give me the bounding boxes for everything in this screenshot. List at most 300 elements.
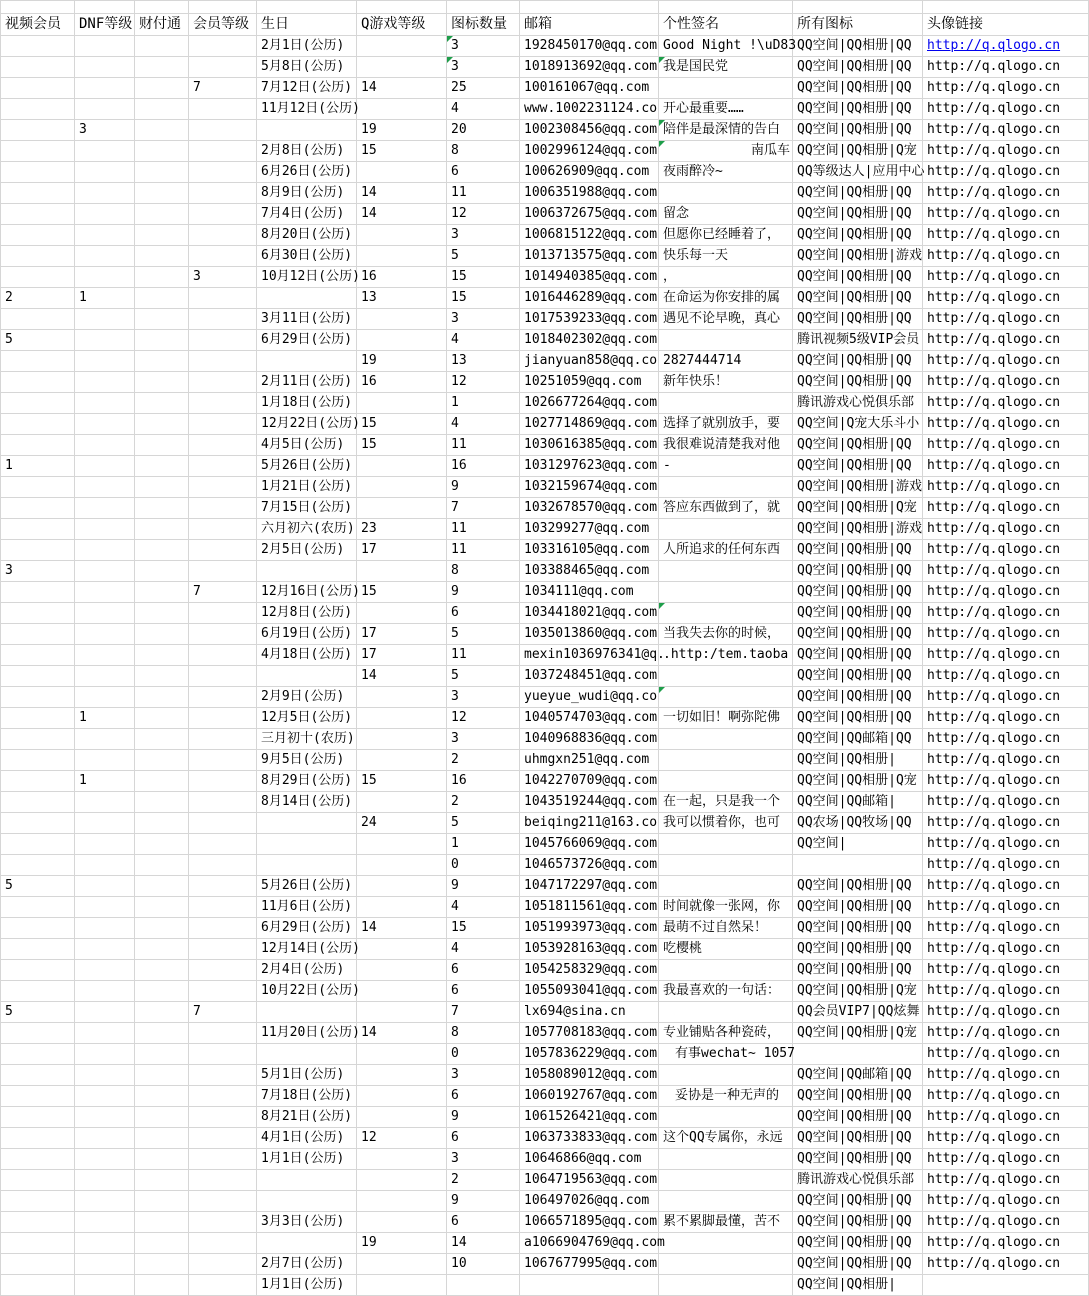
cell-video[interactable] xyxy=(1,1128,75,1149)
cell-birthday[interactable] xyxy=(257,1002,357,1023)
cell-member[interactable] xyxy=(189,1233,257,1254)
cell-birthday[interactable]: 三月初十(农历) xyxy=(257,729,357,750)
cell-qgame[interactable]: 12 xyxy=(357,1128,447,1149)
cell-video[interactable] xyxy=(1,498,75,519)
cell-avatar[interactable]: http://q.qlogo.cn xyxy=(923,1191,1089,1212)
cell-tenpay[interactable] xyxy=(135,855,189,876)
cell-dnf[interactable] xyxy=(75,1275,135,1296)
cell-email[interactable]: 1047172297@qq.com xyxy=(520,876,659,897)
cell-birthday[interactable] xyxy=(257,666,357,687)
cell-icon-count[interactable] xyxy=(447,1275,520,1296)
cell-avatar[interactable]: http://q.qlogo.cn xyxy=(923,603,1089,624)
cell-icon-count[interactable]: 8 xyxy=(447,141,520,162)
cell-signature[interactable] xyxy=(659,960,793,981)
cell-member[interactable] xyxy=(189,330,257,351)
cell-signature[interactable] xyxy=(659,687,793,708)
cell-birthday[interactable]: 11月12日(公历) xyxy=(257,99,357,120)
cell-qgame[interactable]: 19 xyxy=(357,1233,447,1254)
cell-tenpay[interactable] xyxy=(135,498,189,519)
cell-avatar[interactable]: http://q.qlogo.cn xyxy=(923,771,1089,792)
cell-dnf[interactable]: 3 xyxy=(75,120,135,141)
cell-signature[interactable]: 2827444714 xyxy=(659,351,793,372)
cell-signature[interactable]: 陪伴是最深情的告白 xyxy=(659,120,793,141)
cell-dnf[interactable] xyxy=(75,393,135,414)
cell-dnf[interactable] xyxy=(75,561,135,582)
cell-signature[interactable]: Good Night !\uD83 xyxy=(659,36,793,57)
cell-dnf[interactable] xyxy=(75,1107,135,1128)
cell-video[interactable] xyxy=(1,666,75,687)
column-header-video[interactable]: 视频会员 xyxy=(1,14,75,36)
cell-avatar[interactable]: http://q.qlogo.cn xyxy=(923,645,1089,666)
column-header-member[interactable]: 会员等级 xyxy=(189,14,257,36)
cell-video[interactable] xyxy=(1,1254,75,1275)
cell-birthday[interactable] xyxy=(257,120,357,141)
cell-video[interactable]: 5 xyxy=(1,876,75,897)
cell-member[interactable] xyxy=(189,57,257,78)
cell-email[interactable]: 1014940385@qq.com xyxy=(520,267,659,288)
cell-member[interactable] xyxy=(189,687,257,708)
cell-email[interactable]: beiqing211@163.co xyxy=(520,813,659,834)
cell-member[interactable] xyxy=(189,1107,257,1128)
cell-tenpay[interactable] xyxy=(135,99,189,120)
cell-email[interactable]: 10646866@qq.com xyxy=(520,1149,659,1170)
cell-icon-count[interactable]: 6 xyxy=(447,1086,520,1107)
cell-dnf[interactable] xyxy=(75,162,135,183)
cell-tenpay[interactable] xyxy=(135,582,189,603)
cell-dnf[interactable] xyxy=(75,435,135,456)
cell-birthday[interactable]: 7月18日(公历) xyxy=(257,1086,357,1107)
cell-member[interactable] xyxy=(189,1065,257,1086)
cell-dnf[interactable] xyxy=(75,1044,135,1065)
cell-avatar[interactable]: http://q.qlogo.cn xyxy=(923,1023,1089,1044)
cell-email[interactable]: mexin1036976341@q. xyxy=(520,645,659,666)
cell-qgame[interactable]: 13 xyxy=(357,288,447,309)
cell-email[interactable]: 1061526421@qq.com xyxy=(520,1107,659,1128)
cell-email[interactable]: 1057708183@qq.com xyxy=(520,1023,659,1044)
cell-video[interactable] xyxy=(1,834,75,855)
cell-avatar[interactable]: http://q.qlogo.cn xyxy=(923,876,1089,897)
cell-avatar[interactable]: http://q.qlogo.cn xyxy=(923,351,1089,372)
cell-birthday[interactable]: 12月5日(公历) xyxy=(257,708,357,729)
cell-icons[interactable]: QQ空间|QQ邮箱|QQ xyxy=(793,729,923,750)
cell-icon-count[interactable]: 2 xyxy=(447,750,520,771)
cell-birthday[interactable] xyxy=(257,855,357,876)
cell-birthday[interactable]: 六月初六(农历) xyxy=(257,519,357,540)
cell-video[interactable] xyxy=(1,267,75,288)
cell-tenpay[interactable] xyxy=(135,666,189,687)
cell-email[interactable]: 1035013860@qq.com xyxy=(520,624,659,645)
cell-dnf[interactable] xyxy=(75,582,135,603)
cell-video[interactable]: 5 xyxy=(1,1002,75,1023)
cell-video[interactable] xyxy=(1,771,75,792)
cell-tenpay[interactable] xyxy=(135,1128,189,1149)
cell-member[interactable]: 3 xyxy=(189,267,257,288)
cell-birthday[interactable]: 11月20日(公历) xyxy=(257,1023,357,1044)
cell-tenpay[interactable] xyxy=(135,750,189,771)
cell-member[interactable]: 7 xyxy=(189,582,257,603)
cell-qgame[interactable]: 16 xyxy=(357,267,447,288)
cell-member[interactable] xyxy=(189,876,257,897)
cell-email[interactable]: jianyuan858@qq.co xyxy=(520,351,659,372)
cell-birthday[interactable]: 5月26日(公历) xyxy=(257,456,357,477)
cell-email[interactable]: 1053928163@qq.com xyxy=(520,939,659,960)
cell-icons[interactable]: QQ空间|QQ相册|QQ xyxy=(793,372,923,393)
cell-video[interactable] xyxy=(1,1275,75,1296)
cell-video[interactable] xyxy=(1,414,75,435)
cell-member[interactable] xyxy=(189,435,257,456)
cell-signature[interactable] xyxy=(659,834,793,855)
cell-video[interactable] xyxy=(1,372,75,393)
cell-signature[interactable] xyxy=(659,855,793,876)
cell-tenpay[interactable] xyxy=(135,78,189,99)
cell-tenpay[interactable] xyxy=(135,477,189,498)
cell-qgame[interactable]: 19 xyxy=(357,120,447,141)
cell-email[interactable]: 1043519244@qq.com xyxy=(520,792,659,813)
cell-qgame[interactable]: 17 xyxy=(357,540,447,561)
cell-icon-count[interactable]: 9 xyxy=(447,1107,520,1128)
cell-birthday[interactable]: 6月29日(公历) xyxy=(257,918,357,939)
cell-video[interactable] xyxy=(1,708,75,729)
cell-icon-count[interactable]: 6 xyxy=(447,960,520,981)
cell-icons[interactable]: QQ空间|QQ相册|QQ xyxy=(793,624,923,645)
cell-qgame[interactable] xyxy=(357,498,447,519)
cell-video[interactable]: 1 xyxy=(1,456,75,477)
cell-tenpay[interactable] xyxy=(135,1044,189,1065)
cell-tenpay[interactable] xyxy=(135,708,189,729)
cell-icon-count[interactable]: 1 xyxy=(447,834,520,855)
cell-member[interactable] xyxy=(189,519,257,540)
cell-signature[interactable]: 我是国民党 xyxy=(659,57,793,78)
cell-email[interactable]: 1046573726@qq.com xyxy=(520,855,659,876)
cell-birthday[interactable] xyxy=(257,1191,357,1212)
cell-video[interactable] xyxy=(1,897,75,918)
cell-qgame[interactable] xyxy=(357,960,447,981)
cell-icons[interactable]: QQ空间|QQ相册|Q宠 xyxy=(793,1023,923,1044)
cell-email[interactable]: 100161067@qq.com xyxy=(520,78,659,99)
cell-dnf[interactable] xyxy=(75,99,135,120)
cell-dnf[interactable] xyxy=(75,960,135,981)
cell-member[interactable] xyxy=(189,645,257,666)
cell-member[interactable]: 7 xyxy=(189,1002,257,1023)
cell-icon-count[interactable]: 3 xyxy=(447,57,520,78)
cell-email[interactable]: 1006372675@qq.com xyxy=(520,204,659,225)
cell-member[interactable] xyxy=(189,99,257,120)
cell-signature[interactable]: 我很难说清楚我对他 xyxy=(659,435,793,456)
cell-icons[interactable]: QQ空间|QQ相册|QQ xyxy=(793,687,923,708)
cell-qgame[interactable] xyxy=(357,876,447,897)
cell-qgame[interactable] xyxy=(357,1107,447,1128)
cell-video[interactable] xyxy=(1,1212,75,1233)
cell-tenpay[interactable] xyxy=(135,561,189,582)
cell-birthday[interactable]: 7月4日(公历) xyxy=(257,204,357,225)
cell-qgame[interactable]: 16 xyxy=(357,372,447,393)
cell-video[interactable] xyxy=(1,1065,75,1086)
cell-qgame[interactable]: 14 xyxy=(357,78,447,99)
cell-tenpay[interactable] xyxy=(135,414,189,435)
cell-icons[interactable]: QQ空间|QQ相册|QQ xyxy=(793,309,923,330)
cell-birthday[interactable]: 12月16日(公历) xyxy=(257,582,357,603)
cell-video[interactable] xyxy=(1,1170,75,1191)
cell-signature[interactable] xyxy=(659,393,793,414)
cell-qgame[interactable] xyxy=(357,477,447,498)
cell-icons[interactable]: QQ空间|QQ相册|Q宠 xyxy=(793,498,923,519)
cell-avatar[interactable]: http://q.qlogo.cn xyxy=(923,729,1089,750)
cell-video[interactable] xyxy=(1,183,75,204)
cell-dnf[interactable] xyxy=(75,1086,135,1107)
cell-icon-count[interactable]: 8 xyxy=(447,1023,520,1044)
cell-avatar[interactable]: http://q.qlogo.cn xyxy=(923,183,1089,204)
cell-qgame[interactable] xyxy=(357,309,447,330)
cell-signature[interactable]: 专业铺贴各种瓷砖， xyxy=(659,1023,793,1044)
cell-qgame[interactable]: 14 xyxy=(357,1023,447,1044)
cell-tenpay[interactable] xyxy=(135,645,189,666)
cell-dnf[interactable] xyxy=(75,1149,135,1170)
cell-signature[interactable] xyxy=(659,1170,793,1191)
cell-qgame[interactable] xyxy=(357,99,447,120)
cell-signature[interactable]: .http:/tem.taoba xyxy=(659,645,793,666)
cell-dnf[interactable] xyxy=(75,267,135,288)
cell-icons[interactable] xyxy=(793,855,923,876)
cell-signature[interactable]: 留念 xyxy=(659,204,793,225)
column-header-icon-count[interactable]: 图标数量 xyxy=(447,14,520,36)
cell-birthday[interactable]: 5月1日(公历) xyxy=(257,1065,357,1086)
cell-tenpay-empty[interactable] xyxy=(135,1,189,14)
cell-avatar[interactable]: http://q.qlogo.cn xyxy=(923,1002,1089,1023)
cell-tenpay[interactable] xyxy=(135,729,189,750)
cell-tenpay[interactable] xyxy=(135,939,189,960)
cell-avatar[interactable]: http://q.qlogo.cn xyxy=(923,1086,1089,1107)
cell-signature[interactable] xyxy=(659,1002,793,1023)
cell-icons[interactable]: QQ空间|QQ相册|QQ xyxy=(793,456,923,477)
cell-avatar[interactable]: http://q.qlogo.cn xyxy=(923,897,1089,918)
cell-member[interactable] xyxy=(189,309,257,330)
cell-tenpay[interactable] xyxy=(135,288,189,309)
cell-member[interactable] xyxy=(189,246,257,267)
cell-icons[interactable]: QQ空间|QQ相册|QQ xyxy=(793,1191,923,1212)
cell-member[interactable] xyxy=(189,225,257,246)
cell-icons[interactable]: QQ空间|QQ相册|游戏 xyxy=(793,477,923,498)
cell-icon-count[interactable]: 9 xyxy=(447,477,520,498)
cell-video-empty[interactable] xyxy=(1,1,75,14)
cell-dnf[interactable] xyxy=(75,519,135,540)
cell-icon-count[interactable]: 11 xyxy=(447,183,520,204)
cell-member[interactable] xyxy=(189,981,257,1002)
cell-tenpay[interactable] xyxy=(135,36,189,57)
cell-signature[interactable] xyxy=(659,771,793,792)
column-header-icons[interactable]: 所有图标 xyxy=(793,14,923,36)
cell-dnf[interactable] xyxy=(75,330,135,351)
cell-video[interactable] xyxy=(1,603,75,624)
cell-tenpay[interactable] xyxy=(135,519,189,540)
cell-tenpay[interactable] xyxy=(135,393,189,414)
cell-birthday[interactable] xyxy=(257,1044,357,1065)
cell-dnf[interactable] xyxy=(75,813,135,834)
cell-icon-count[interactable]: 4 xyxy=(447,939,520,960)
cell-email[interactable]: 1018402302@qq.com xyxy=(520,330,659,351)
cell-avatar[interactable]: http://q.qlogo.cn xyxy=(923,792,1089,813)
cell-qgame[interactable] xyxy=(357,1002,447,1023)
cell-icon-count[interactable]: 11 xyxy=(447,519,520,540)
cell-tenpay[interactable] xyxy=(135,204,189,225)
cell-avatar[interactable]: http://q.qlogo.cn xyxy=(923,1149,1089,1170)
cell-video[interactable] xyxy=(1,540,75,561)
cell-qgame[interactable]: 14 xyxy=(357,183,447,204)
cell-dnf[interactable] xyxy=(75,918,135,939)
cell-icon-count[interactable]: 9 xyxy=(447,876,520,897)
cell-avatar[interactable]: http://q.qlogo.cn xyxy=(923,1107,1089,1128)
cell-dnf[interactable] xyxy=(75,792,135,813)
cell-member[interactable] xyxy=(189,771,257,792)
cell-qgame[interactable] xyxy=(357,792,447,813)
cell-email[interactable]: 1018913692@qq.com xyxy=(520,57,659,78)
cell-tenpay[interactable] xyxy=(135,687,189,708)
cell-video[interactable] xyxy=(1,120,75,141)
cell-video[interactable] xyxy=(1,1149,75,1170)
cell-qgame[interactable] xyxy=(357,1086,447,1107)
cell-icons[interactable]: QQ空间|QQ相册|QQ xyxy=(793,897,923,918)
cell-email[interactable] xyxy=(520,1275,659,1296)
cell-video[interactable] xyxy=(1,813,75,834)
cell-tenpay[interactable] xyxy=(135,876,189,897)
cell-tenpay[interactable] xyxy=(135,1002,189,1023)
cell-icon-count[interactable]: 12 xyxy=(447,372,520,393)
cell-tenpay[interactable] xyxy=(135,981,189,1002)
cell-signature[interactable] xyxy=(659,603,793,624)
cell-qgame[interactable]: 15 xyxy=(357,141,447,162)
cell-qgame[interactable]: 15 xyxy=(357,414,447,435)
cell-birthday[interactable] xyxy=(257,813,357,834)
cell-video[interactable] xyxy=(1,99,75,120)
cell-qgame[interactable] xyxy=(357,981,447,1002)
cell-icon-count[interactable]: 11 xyxy=(447,435,520,456)
cell-dnf[interactable]: 1 xyxy=(75,771,135,792)
cell-qgame[interactable]: 15 xyxy=(357,582,447,603)
cell-birthday[interactable]: 1月21日(公历) xyxy=(257,477,357,498)
cell-qgame[interactable] xyxy=(357,603,447,624)
cell-birthday[interactable] xyxy=(257,288,357,309)
cell-icon-count[interactable]: 6 xyxy=(447,162,520,183)
cell-icons[interactable]: QQ空间|QQ相册|QQ xyxy=(793,351,923,372)
cell-avatar[interactable]: http://q.qlogo.cn xyxy=(923,1212,1089,1233)
cell-member[interactable] xyxy=(189,141,257,162)
cell-video[interactable] xyxy=(1,36,75,57)
cell-dnf[interactable] xyxy=(75,1128,135,1149)
cell-member[interactable] xyxy=(189,1212,257,1233)
cell-video[interactable] xyxy=(1,960,75,981)
cell-email[interactable]: 1060192767@qq.com xyxy=(520,1086,659,1107)
cell-signature[interactable]: 在命运为你安排的属 xyxy=(659,288,793,309)
cell-email[interactable]: 1054258329@qq.com xyxy=(520,960,659,981)
cell-video[interactable] xyxy=(1,309,75,330)
cell-qgame[interactable] xyxy=(357,1044,447,1065)
cell-icons[interactable]: QQ空间|QQ相册|QQ xyxy=(793,708,923,729)
cell-icons[interactable]: QQ空间|QQ相册|QQ xyxy=(793,960,923,981)
cell-qgame[interactable] xyxy=(357,330,447,351)
cell-tenpay[interactable] xyxy=(135,57,189,78)
cell-tenpay[interactable] xyxy=(135,1149,189,1170)
cell-qgame[interactable] xyxy=(357,687,447,708)
cell-birthday[interactable]: 9月5日(公历) xyxy=(257,750,357,771)
cell-signature[interactable]: 选择了就别放手，要 xyxy=(659,414,793,435)
cell-avatar-empty[interactable] xyxy=(923,1,1089,14)
cell-email[interactable]: lx694@sina.cn xyxy=(520,1002,659,1023)
cell-video[interactable] xyxy=(1,1023,75,1044)
cell-email[interactable]: 1032678570@qq.com xyxy=(520,498,659,519)
cell-video[interactable] xyxy=(1,1107,75,1128)
cell-video[interactable] xyxy=(1,729,75,750)
cell-avatar[interactable]: http://q.qlogo.cn xyxy=(923,330,1089,351)
cell-qgame[interactable] xyxy=(357,1170,447,1191)
cell-icons[interactable]: QQ空间|QQ相册|QQ xyxy=(793,582,923,603)
cell-video[interactable] xyxy=(1,855,75,876)
cell-avatar[interactable]: http://q.qlogo.cn xyxy=(923,267,1089,288)
cell-member[interactable] xyxy=(189,162,257,183)
cell-icons[interactable]: QQ空间|QQ邮箱|QQ xyxy=(793,1065,923,1086)
cell-qgame[interactable] xyxy=(357,1065,447,1086)
cell-avatar[interactable]: http://q.qlogo.cn xyxy=(923,57,1089,78)
cell-dnf[interactable]: 1 xyxy=(75,288,135,309)
cell-tenpay[interactable] xyxy=(135,456,189,477)
cell-avatar[interactable]: http://q.qlogo.cn xyxy=(923,519,1089,540)
cell-icons[interactable]: QQ空间|QQ相册|QQ xyxy=(793,120,923,141)
cell-avatar[interactable]: http://q.qlogo.cn xyxy=(923,960,1089,981)
cell-qgame[interactable] xyxy=(357,855,447,876)
cell-avatar[interactable]: http://q.qlogo.cn xyxy=(923,498,1089,519)
cell-birthday[interactable]: 12月14日(公历) xyxy=(257,939,357,960)
cell-birthday[interactable]: 5月26日(公历) xyxy=(257,876,357,897)
cell-avatar[interactable]: http://q.qlogo.cn xyxy=(923,981,1089,1002)
cell-avatar[interactable]: http://q.qlogo.cn xyxy=(923,99,1089,120)
cell-tenpay[interactable] xyxy=(135,1254,189,1275)
cell-dnf[interactable] xyxy=(75,666,135,687)
cell-tenpay[interactable] xyxy=(135,624,189,645)
cell-icons[interactable]: QQ空间| xyxy=(793,834,923,855)
cell-tenpay[interactable] xyxy=(135,141,189,162)
cell-qgame[interactable] xyxy=(357,1275,447,1296)
cell-dnf[interactable] xyxy=(75,498,135,519)
cell-member-empty[interactable] xyxy=(189,1,257,14)
cell-signature[interactable] xyxy=(659,876,793,897)
cell-avatar[interactable]: http://q.qlogo.cn xyxy=(923,1233,1089,1254)
cell-email[interactable]: 10251059@qq.com xyxy=(520,372,659,393)
cell-icon-count[interactable]: 3 xyxy=(447,1149,520,1170)
cell-birthday[interactable]: 1月1日(公历) xyxy=(257,1275,357,1296)
cell-icon-count[interactable]: 7 xyxy=(447,498,520,519)
cell-birthday[interactable]: 2月1日(公历) xyxy=(257,36,357,57)
cell-birthday[interactable]: 8月21日(公历) xyxy=(257,1107,357,1128)
cell-video[interactable] xyxy=(1,393,75,414)
column-header-signature[interactable]: 个性签名 xyxy=(659,14,793,36)
cell-email[interactable]: 1006815122@qq.com xyxy=(520,225,659,246)
cell-qgame[interactable]: 14 xyxy=(357,666,447,687)
cell-avatar[interactable]: http://q.qlogo.cn xyxy=(923,477,1089,498)
cell-email[interactable]: 1066571895@qq.com xyxy=(520,1212,659,1233)
avatar-link-hyperlink[interactable]: http://q.qlogo.cn xyxy=(923,36,1089,57)
cell-tenpay[interactable] xyxy=(135,267,189,288)
cell-member[interactable] xyxy=(189,960,257,981)
cell-video[interactable] xyxy=(1,246,75,267)
cell-signature[interactable] xyxy=(659,1233,793,1254)
cell-signature[interactable]: 但愿你已经睡着了， xyxy=(659,225,793,246)
cell-icons[interactable]: QQ空间|QQ相册|Q宠 xyxy=(793,771,923,792)
cell-avatar[interactable] xyxy=(923,1275,1089,1296)
cell-icon-count[interactable]: 1 xyxy=(447,393,520,414)
cell-member[interactable] xyxy=(189,1128,257,1149)
cell-icons[interactable]: QQ空间|QQ相册| xyxy=(793,1275,923,1296)
cell-video[interactable] xyxy=(1,1191,75,1212)
cell-member[interactable] xyxy=(189,288,257,309)
cell-avatar[interactable]: http://q.qlogo.cn xyxy=(923,204,1089,225)
